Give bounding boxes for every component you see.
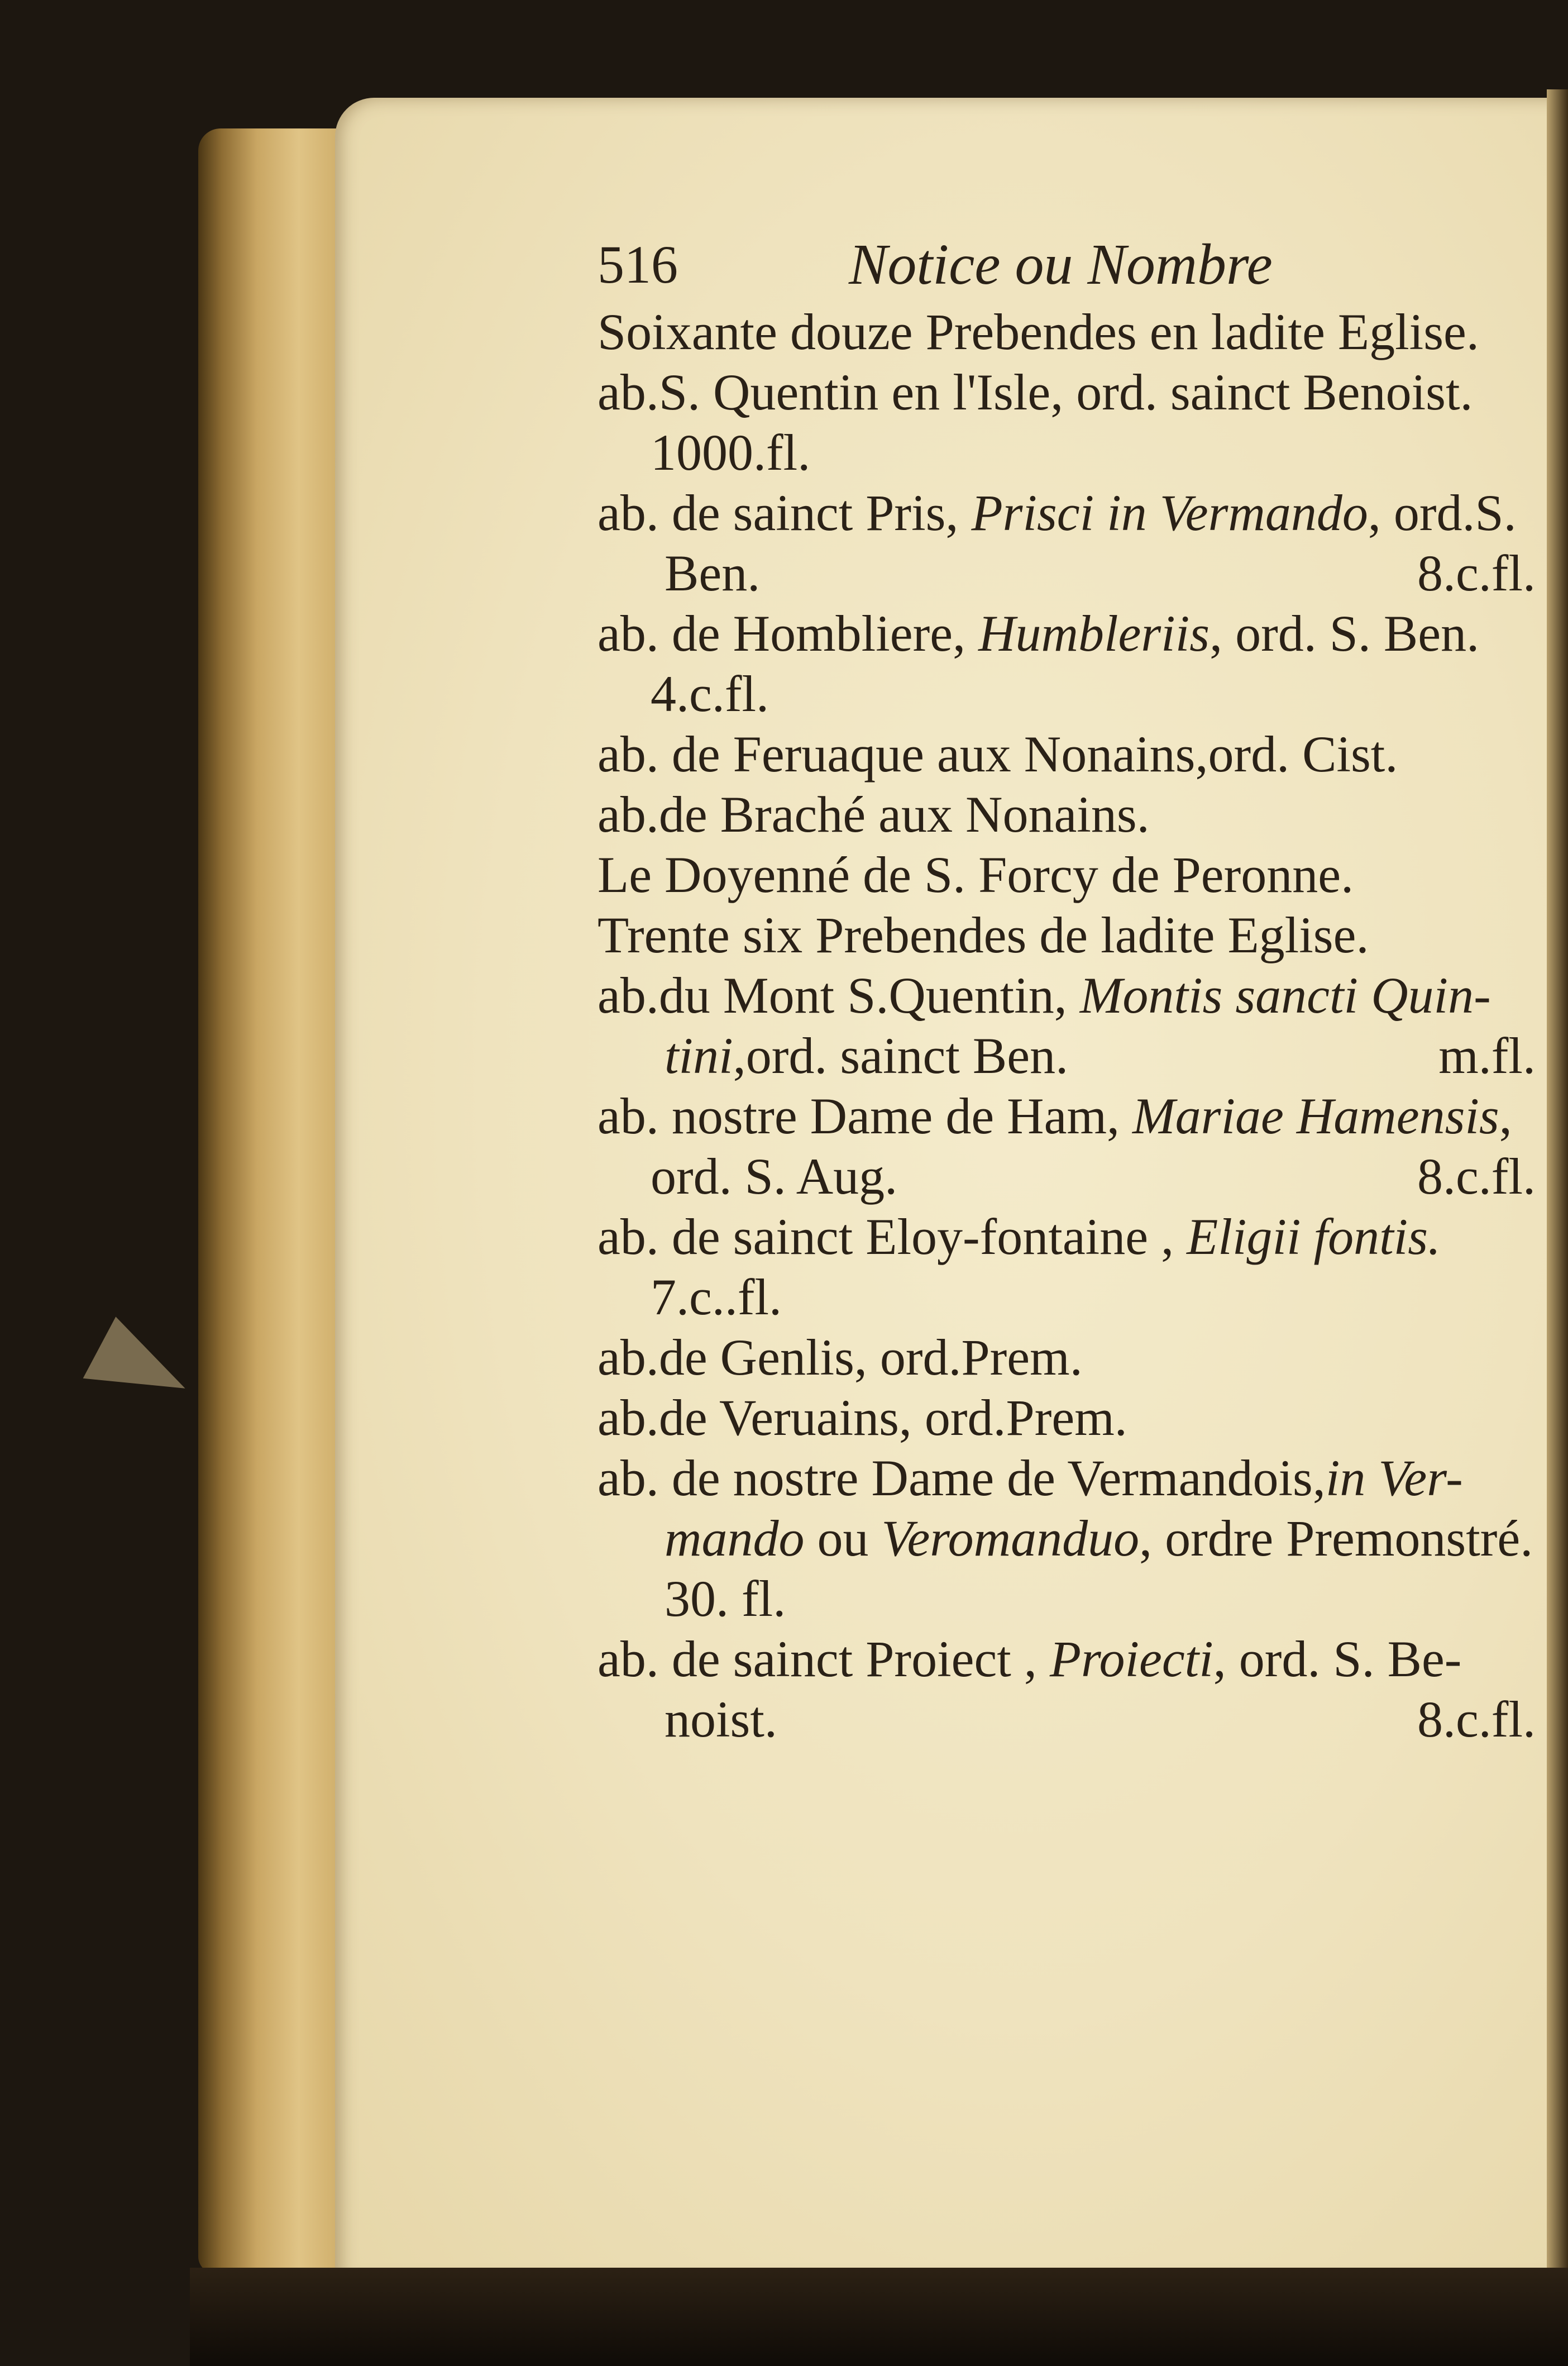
text-line: ab. nostre Dame de Ham, Mariae Hamensis, — [597, 1087, 1512, 1144]
revenue-value: 8.c.fl. — [1417, 1691, 1536, 1748]
bottom-shadow — [190, 2268, 1568, 2366]
text-line: Ben. 8.c.fl. — [597, 543, 1536, 603]
text-line: tini,ord. sainct Ben. m.fl. — [597, 1025, 1536, 1086]
text-line: Soixante douze Prebendes en ladite Eglise. — [597, 303, 1479, 360]
text-line: ord. S. Aug. 8.c.fl. — [597, 1146, 1536, 1206]
paper-tab-fragment — [83, 1316, 200, 1423]
revenue-value: 8.c.fl. — [1417, 545, 1536, 602]
text-line: ab. de sainct Eloy-fontaine , Eligii fontis. — [597, 1208, 1441, 1265]
text-line: ab.du Mont S.Quentin, Montis sancti Quin- — [597, 967, 1491, 1024]
text-line: ab.de Genlis, ord.Prem. — [597, 1329, 1083, 1386]
text-line: ab.S. Quentin en l'Isle, ord. sainct Benoist. — [597, 364, 1473, 421]
text-line: 30. fl. — [665, 1570, 786, 1627]
page-text — [597, 232, 1536, 1749]
text-line: 7.c..fl. — [651, 1268, 782, 1325]
revenue-value: m.fl. — [1438, 1027, 1536, 1084]
text-line: ab. de sainct Proiect , Proiecti, ord. S. Be- — [597, 1630, 1462, 1687]
text-line: Trente six Prebendes de ladite Eglise. — [597, 907, 1369, 963]
text-line: ab. de Hombliere, Humbleriis, ord. S. Ben. — [597, 605, 1480, 662]
page-number: 516 — [597, 235, 678, 294]
text-line: ab.de Braché aux Nonains. — [597, 786, 1150, 843]
text-line: ab.de Veruains, ord.Prem. — [597, 1389, 1127, 1446]
text-line: noist. 8.c.fl. — [597, 1689, 1536, 1749]
page-gutter-edge — [1547, 89, 1568, 2296]
text-line: 1000.fl. — [651, 424, 811, 481]
text-line: ab. de sainct Pris, Prisci in Vermando, ord.S. — [597, 484, 1517, 541]
text-line: 4.c.fl. — [651, 665, 769, 722]
text-line: Le Doyenné de S. Forcy de Peronne. — [597, 846, 1354, 903]
running-head — [597, 232, 1536, 302]
text-line: ab. de Feruaque aux Nonains,ord. Cist. — [597, 726, 1398, 783]
text-line: ab. de nostre Dame de Vermandois,in Ver- — [597, 1449, 1463, 1506]
running-title: Notice ou Nombre — [849, 232, 1273, 297]
text-line: mando ou Veromanduo, ordre Premonstré. — [665, 1510, 1533, 1567]
revenue-value: 8.c.fl. — [1417, 1148, 1536, 1205]
